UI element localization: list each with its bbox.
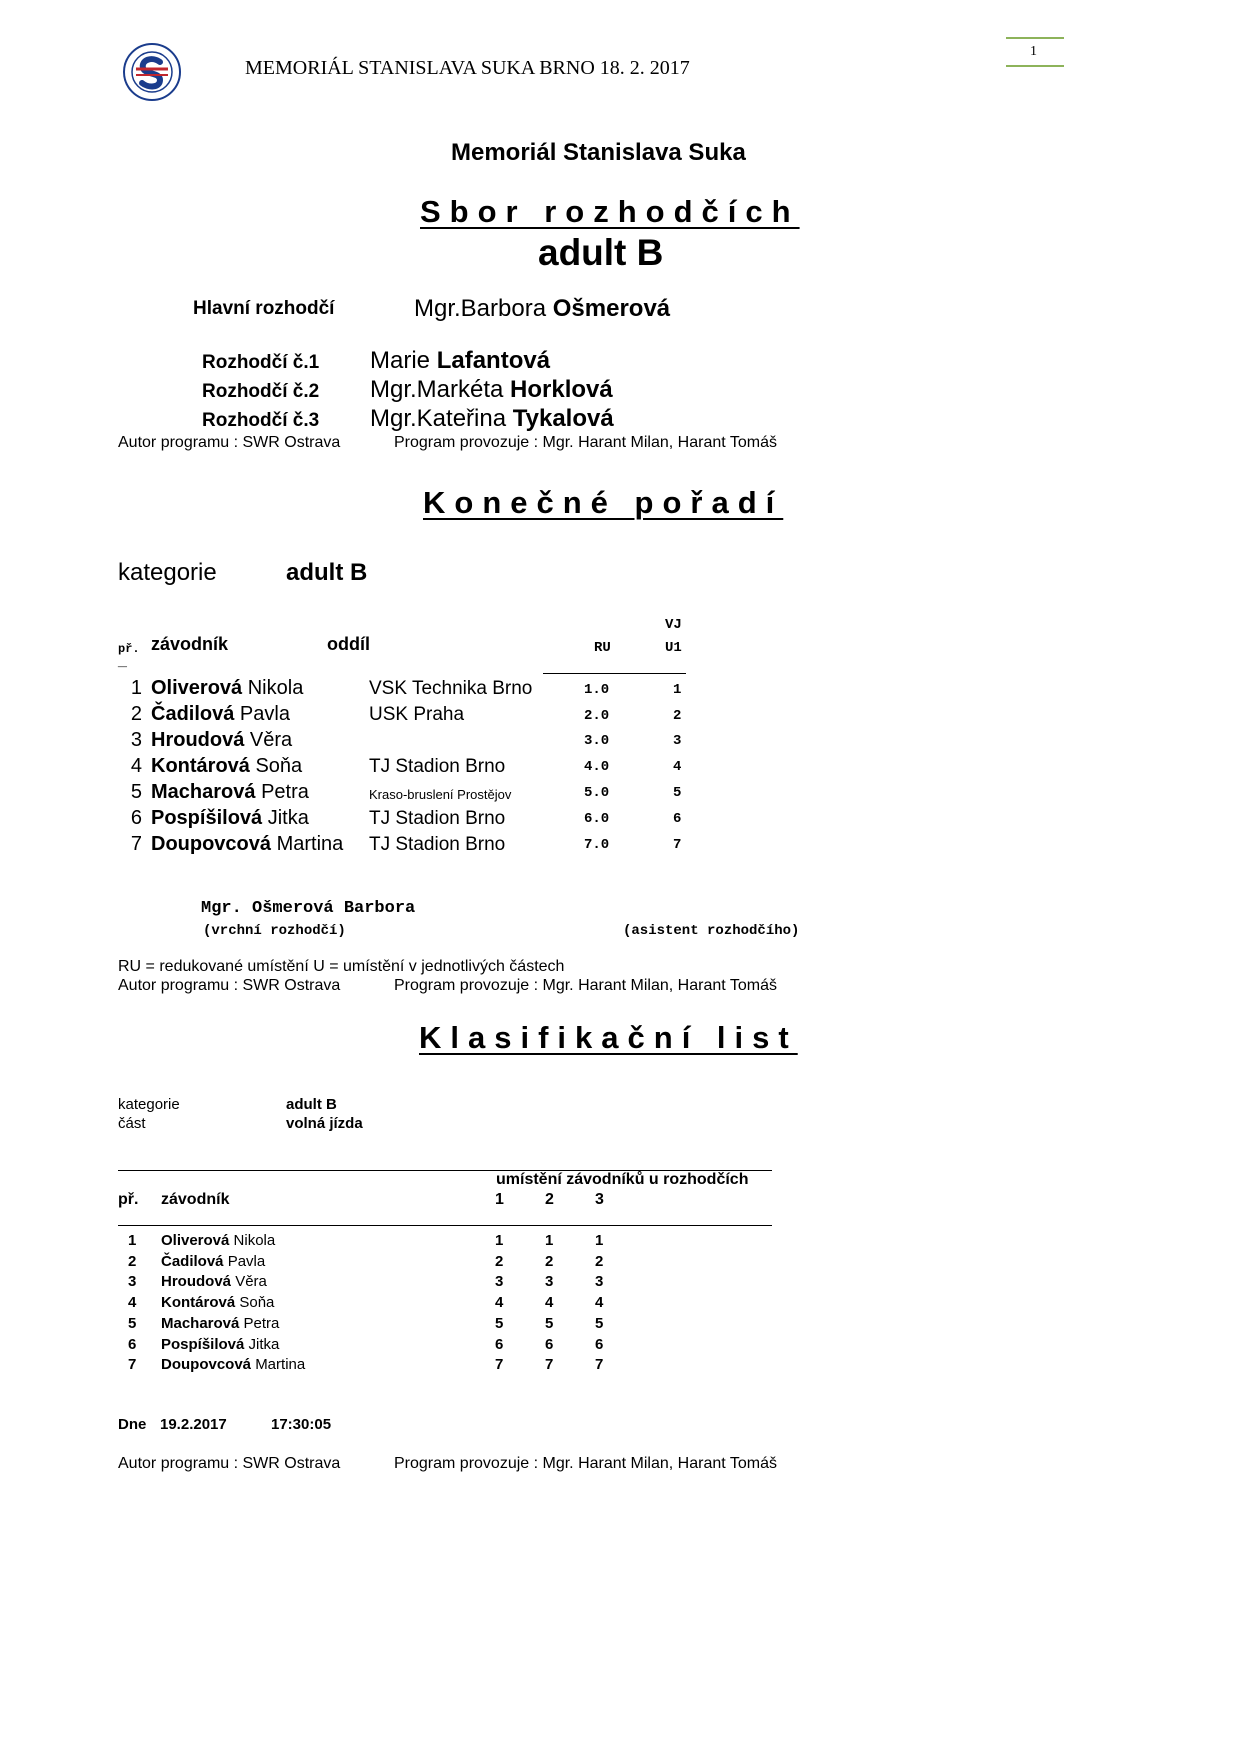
final-skater: Hroudová Věra bbox=[151, 729, 293, 751]
final-club: TJ Stadion Brno bbox=[369, 834, 506, 855]
final-u: 2 bbox=[673, 708, 682, 724]
final-u: 3 bbox=[673, 733, 682, 749]
judge-2-name: Mgr.Markéta Horklová bbox=[370, 376, 613, 403]
class-skater: Pospíšilová Jitka bbox=[161, 1336, 280, 1353]
class-place: 5 bbox=[128, 1315, 137, 1332]
final-skater: Macharová Petra bbox=[151, 781, 309, 803]
final-header-dash: _ bbox=[118, 652, 127, 669]
credits-author-2: Autor programu : SWR Ostrava bbox=[118, 977, 341, 994]
final-place: 2 bbox=[130, 703, 142, 725]
class-judge-3: 5 bbox=[595, 1315, 604, 1332]
class-skater: Hroudová Věra bbox=[161, 1273, 267, 1290]
chief-judge-label: Hlavní rozhodčí bbox=[193, 298, 335, 319]
class-skater: Oliverová Nikola bbox=[161, 1232, 276, 1249]
signature-role: (vrchní rozhodčí) bbox=[203, 923, 346, 939]
final-col-vj: VJ bbox=[665, 617, 682, 633]
final-skater: Doupovcová Martina bbox=[151, 833, 344, 855]
class-judge-2: 6 bbox=[545, 1336, 554, 1353]
time-value: 17:30:05 bbox=[271, 1416, 332, 1433]
final-club: TJ Stadion Brno bbox=[369, 756, 506, 777]
credits-operator-3: Program provozuje : Mgr. Harant Milan, Harant Tomáš bbox=[394, 1455, 777, 1472]
final-place: 3 bbox=[130, 729, 142, 751]
final-place: 5 bbox=[130, 781, 142, 803]
final-club: VSK Technika Brno bbox=[369, 678, 533, 699]
class-skater: Doupovcová Martina bbox=[161, 1356, 306, 1373]
class-category-value: adult B bbox=[286, 1096, 337, 1113]
final-ru: 6.0 bbox=[584, 811, 610, 827]
class-judge-1: 3 bbox=[495, 1273, 504, 1290]
class-place: 1 bbox=[128, 1232, 137, 1249]
page-number-bottom-rule bbox=[1006, 65, 1064, 67]
final-u: 5 bbox=[673, 785, 682, 801]
final-col-club: oddíl bbox=[327, 634, 370, 654]
class-judge-1: 2 bbox=[495, 1253, 504, 1270]
class-judge-2: 5 bbox=[545, 1315, 554, 1332]
club-seal-logo-icon bbox=[122, 42, 182, 102]
final-club: USK Praha bbox=[369, 704, 465, 725]
final-col-u1: U1 bbox=[665, 640, 682, 656]
class-place: 7 bbox=[128, 1356, 137, 1373]
final-col-skater: závodník bbox=[151, 634, 229, 654]
final-col-ru: RU bbox=[594, 640, 611, 656]
final-u: 6 bbox=[673, 811, 682, 827]
date-value: 19.2.2017 bbox=[160, 1416, 227, 1433]
judges-heading: Sbor rozhodčích bbox=[420, 194, 800, 229]
final-u: 7 bbox=[673, 837, 682, 853]
class-col-place: př. bbox=[118, 1191, 139, 1208]
class-judge-1: 4 bbox=[495, 1294, 504, 1311]
class-judge-1: 1 bbox=[495, 1232, 504, 1249]
class-skater: Čadilová Pavla bbox=[161, 1253, 266, 1270]
judges-category: adult B bbox=[538, 232, 664, 273]
page-number: 1 bbox=[1030, 44, 1037, 59]
final-place: 7 bbox=[130, 833, 142, 855]
final-category-value: adult B bbox=[286, 559, 368, 586]
class-skater: Macharová Petra bbox=[161, 1315, 280, 1332]
class-judge-3: 6 bbox=[595, 1336, 604, 1353]
class-col-judge-2: 2 bbox=[545, 1191, 554, 1208]
page-number-top-rule bbox=[1006, 37, 1064, 39]
judge-3-label: Rozhodčí č.3 bbox=[202, 410, 320, 431]
classification-heading: Klasifikační list bbox=[419, 1020, 798, 1055]
chief-judge-first: Mgr.Barbora bbox=[414, 295, 547, 322]
class-judge-1: 6 bbox=[495, 1336, 504, 1353]
class-judge-1: 5 bbox=[495, 1315, 504, 1332]
class-place: 6 bbox=[128, 1336, 137, 1353]
final-ru: 4.0 bbox=[584, 759, 610, 775]
judge-1-label: Rozhodčí č.1 bbox=[202, 352, 320, 373]
final-header-rule bbox=[543, 673, 686, 674]
final-col-place: př. bbox=[118, 642, 140, 656]
judge-2-label: Rozhodčí č.2 bbox=[202, 381, 320, 402]
class-judge-3: 2 bbox=[595, 1253, 604, 1270]
class-skater: Kontárová Soňa bbox=[161, 1294, 275, 1311]
final-heading: Konečné pořadí bbox=[423, 485, 784, 520]
final-skater: Pospíšilová Jitka bbox=[151, 807, 309, 829]
final-ru: 2.0 bbox=[584, 708, 610, 724]
class-group-header: umístění závodníků u rozhodčích bbox=[496, 1171, 749, 1188]
final-club: TJ Stadion Brno bbox=[369, 808, 506, 829]
class-judge-2: 4 bbox=[545, 1294, 554, 1311]
final-skater: Čadilová Pavla bbox=[151, 703, 290, 725]
chief-judge-name bbox=[414, 295, 670, 323]
header-title: MEMORIÁL STANISLAVA SUKA BRNO 18. 2. 2017 bbox=[245, 57, 690, 79]
final-skater: Kontárová Soňa bbox=[151, 755, 303, 777]
class-part-label: část bbox=[118, 1115, 146, 1132]
class-judge-2: 1 bbox=[545, 1232, 554, 1249]
chief-judge-last: Ošmerová bbox=[552, 295, 671, 322]
class-place: 2 bbox=[128, 1253, 137, 1270]
class-col-judge-3: 3 bbox=[595, 1191, 604, 1208]
judge-1-name: Marie Lafantová bbox=[370, 347, 551, 374]
class-place: 4 bbox=[128, 1294, 137, 1311]
final-skater: Oliverová Nikola bbox=[151, 677, 304, 699]
credits-author-3: Autor programu : SWR Ostrava bbox=[118, 1455, 341, 1472]
final-ru: 1.0 bbox=[584, 682, 610, 698]
final-place: 4 bbox=[130, 755, 142, 777]
credits-author-1: Autor programu : SWR Ostrava bbox=[118, 434, 341, 451]
class-judge-3: 7 bbox=[595, 1356, 604, 1373]
event-title: Memoriál Stanislava Suka bbox=[451, 139, 746, 166]
final-ru: 5.0 bbox=[584, 785, 610, 801]
class-category-label: kategorie bbox=[118, 1096, 180, 1113]
class-judge-3: 4 bbox=[595, 1294, 604, 1311]
class-judge-2: 7 bbox=[545, 1356, 554, 1373]
final-category-label: kategorie bbox=[118, 559, 217, 586]
final-u: 4 bbox=[673, 759, 682, 775]
class-header-rule bbox=[118, 1225, 772, 1226]
final-club: Kraso-bruslení Prostějov bbox=[369, 787, 512, 802]
class-judge-1: 7 bbox=[495, 1356, 504, 1373]
final-u: 1 bbox=[673, 682, 682, 698]
final-ru: 7.0 bbox=[584, 837, 610, 853]
class-judge-3: 3 bbox=[595, 1273, 604, 1290]
class-part-value: volná jízda bbox=[286, 1115, 363, 1132]
judge-3-name: Mgr.Kateřina Tykalová bbox=[370, 405, 614, 432]
class-col-skater: závodník bbox=[161, 1191, 230, 1208]
class-col-judge-1: 1 bbox=[495, 1191, 504, 1208]
class-place: 3 bbox=[128, 1273, 137, 1290]
final-ru: 3.0 bbox=[584, 733, 610, 749]
class-judge-2: 3 bbox=[545, 1273, 554, 1290]
class-judge-3: 1 bbox=[595, 1232, 604, 1249]
final-legend: RU = redukované umístění U = umístění v jednotlivých částech bbox=[118, 958, 565, 975]
credits-operator-1: Program provozuje : Mgr. Harant Milan, Harant Tomáš bbox=[394, 434, 777, 451]
final-place: 6 bbox=[130, 807, 142, 829]
signature-name: Mgr. Ošmerová Barbora bbox=[201, 899, 416, 918]
class-judge-2: 2 bbox=[545, 1253, 554, 1270]
credits-operator-2: Program provozuje : Mgr. Harant Milan, Harant Tomáš bbox=[394, 977, 777, 994]
date-label: Dne bbox=[118, 1416, 147, 1433]
assistant-role: (asistent rozhodčího) bbox=[623, 923, 800, 939]
final-place: 1 bbox=[130, 677, 142, 699]
